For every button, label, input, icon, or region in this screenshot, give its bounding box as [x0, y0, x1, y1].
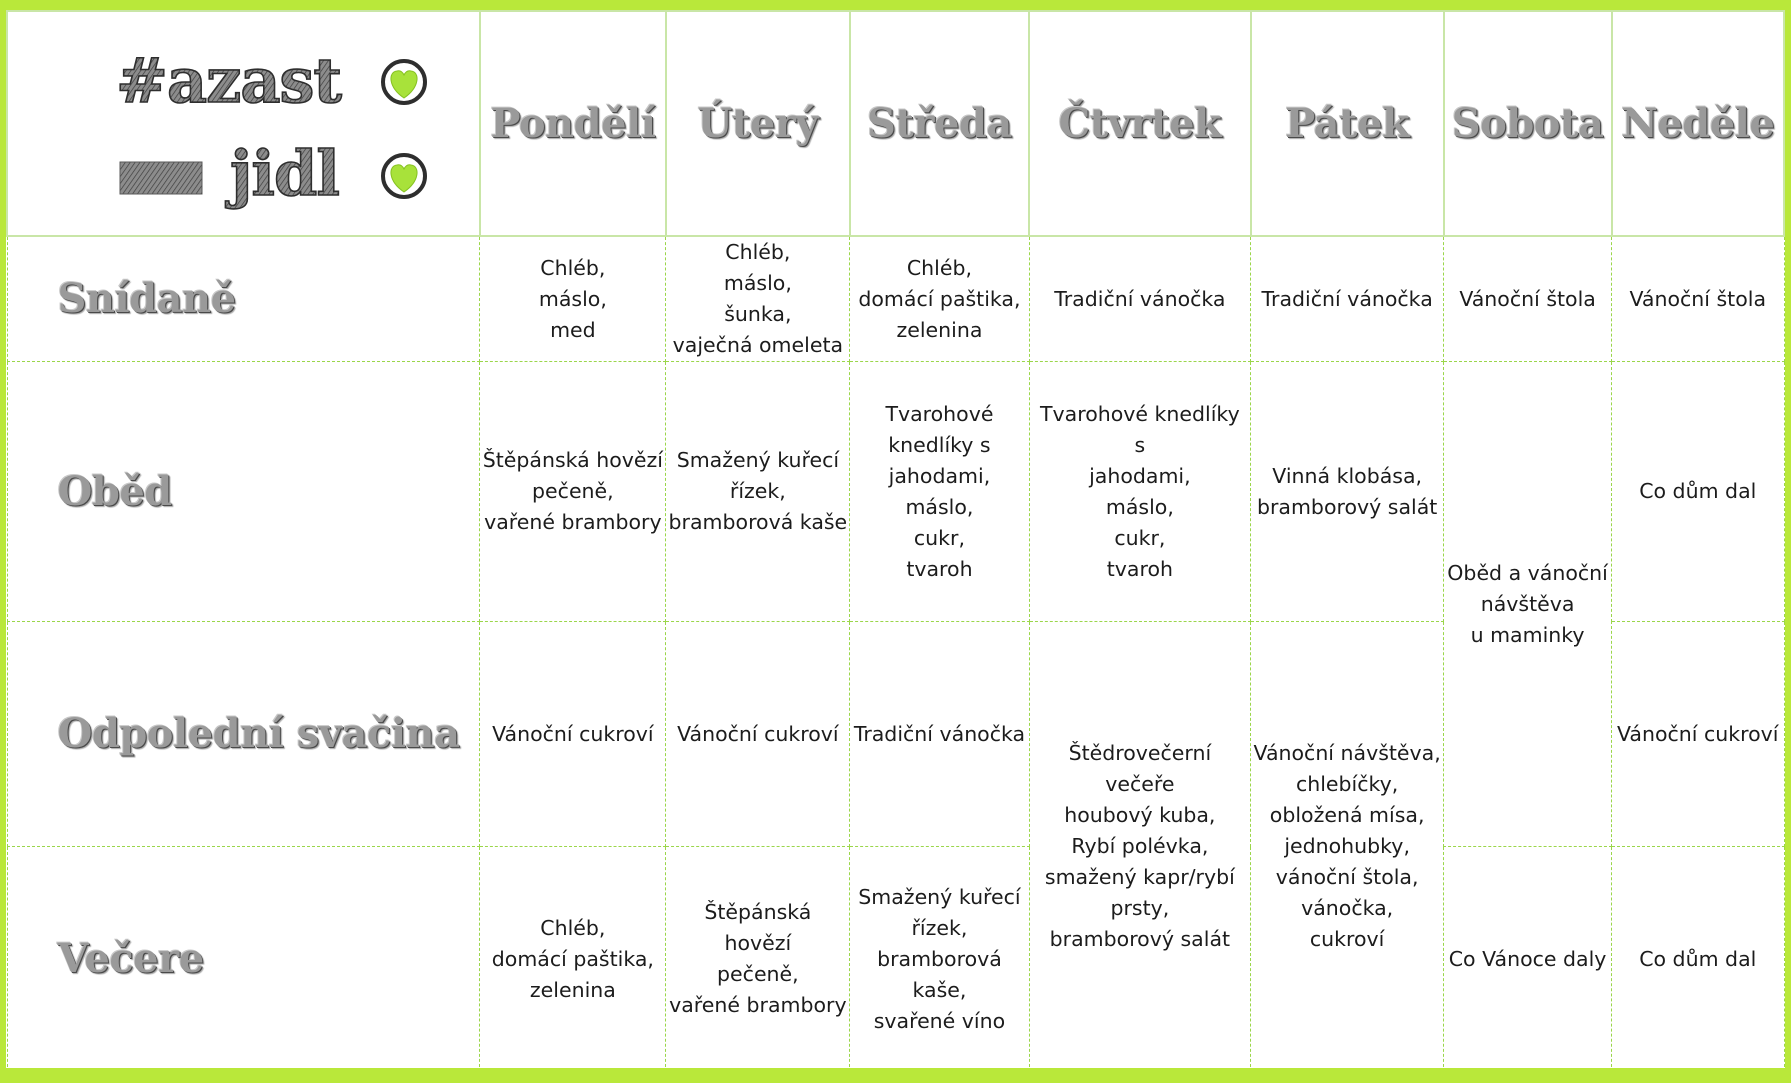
- table-row: [7, 847, 1784, 1072]
- menu-cell-merged: [1251, 622, 1444, 1072]
- menu-cell: [480, 847, 666, 1072]
- table-row: [7, 236, 1784, 362]
- menu-text: Vánoční cukroví: [677, 721, 839, 746]
- menu-text: Chléb, máslo, šunka, vaječná omeleta: [672, 240, 844, 357]
- menu-cell: [666, 362, 850, 622]
- day-label: Pátek: [1285, 99, 1410, 147]
- menu-text: Tvarohové knedlíky s jahodami, máslo, cukr, tvaroh: [1040, 401, 1240, 581]
- menu-text: Vinná klobása, bramborový salát: [1256, 463, 1438, 519]
- day-label: Čtvrtek: [1058, 99, 1222, 147]
- frame-border-right: [1785, 0, 1791, 1083]
- menu-text: Štědrovečerní večeře houbový kuba, Rybí polévka, smažený kapr/rybí prsty, bramborový salát: [1044, 741, 1235, 951]
- day-header-friday: [1251, 11, 1444, 236]
- menu-text: Co dům dal: [1639, 479, 1757, 503]
- menu-text: Chléb, domácí paštika, zelenina: [491, 915, 654, 1002]
- menu-text: Chléb, domácí paštika, zelenina: [858, 255, 1021, 342]
- brand-logo-graphic: [108, 40, 428, 210]
- header-row: [7, 11, 1784, 236]
- menu-cell: [850, 236, 1029, 362]
- meal-label-snack: Odpolední svačina: [57, 710, 460, 757]
- meal-label-dinner: Večere: [57, 935, 204, 982]
- day-header-tuesday: [666, 11, 850, 236]
- menu-text: Vánoční cukroví: [1617, 721, 1779, 746]
- day-header-sunday: [1612, 11, 1784, 236]
- menu-text: Oběd a vánoční návštěva u maminky: [1447, 560, 1608, 647]
- logo-line-2: jidl: [230, 137, 339, 210]
- menu-cell: [1612, 236, 1784, 362]
- menu-cell: [1251, 362, 1444, 622]
- day-label: Sobota: [1451, 99, 1604, 147]
- menu-text: Vánoční štola: [1629, 286, 1767, 311]
- logo-line-1: #azast: [116, 44, 342, 117]
- menu-text: Štěpánská hovězí pečeně, vařené brambory: [482, 448, 663, 534]
- menu-cell: [480, 362, 666, 622]
- menu-cell: [666, 847, 850, 1072]
- menu-text: Tvarohové knedlíky s jahodami, máslo, cukr, tvaroh: [885, 401, 994, 581]
- menu-text: Co Vánoce daly: [1448, 946, 1607, 971]
- menu-cell: [1444, 847, 1612, 1072]
- menu-cell: [1612, 622, 1784, 847]
- day-header-wednesday: [850, 11, 1029, 236]
- menu-cell: [1444, 236, 1612, 362]
- menu-cell: [850, 847, 1029, 1072]
- menu-cell: [1029, 236, 1251, 362]
- menu-text: Tradiční vánočka: [1054, 286, 1226, 311]
- meal-label-lunch: Oběd: [57, 467, 172, 515]
- menu-cell: [1029, 362, 1251, 622]
- menu-text: Vánoční štola: [1459, 286, 1596, 311]
- menu-cell: [1612, 847, 1784, 1072]
- menu-text: Vánoční cukroví: [492, 721, 654, 746]
- meal-label-cell: [7, 236, 480, 362]
- day-label: Neděle: [1621, 99, 1775, 147]
- menu-cell: [1612, 362, 1784, 622]
- day-header-saturday: [1444, 11, 1612, 236]
- logo-cell: [7, 11, 480, 236]
- meal-label-breakfast: Snídaně: [57, 275, 236, 322]
- menu-cell-merged: [1444, 362, 1612, 847]
- logo-dash: [120, 162, 202, 194]
- menu-text: Chléb, máslo, med: [538, 255, 607, 342]
- menu-cell: [666, 622, 850, 847]
- logo: [8, 12, 479, 235]
- day-label: Úterý: [697, 99, 819, 147]
- menu-text: Smažený kuřecí řízek, bramborová kaše, svařené víno: [858, 884, 1021, 1033]
- menu-text: Tradiční vánočka: [1261, 286, 1433, 311]
- menu-cell-merged: [1029, 622, 1251, 1072]
- menu-cell: [666, 236, 850, 362]
- menu-text: Vánoční návštěva, chlebíčky, obložená mísa, jednohubky, vánoční štola, vánočka, cukroví: [1253, 741, 1441, 951]
- frame-border-top: [0, 0, 1791, 10]
- menu-text: Co dům dal: [1639, 946, 1757, 971]
- day-header-monday: [480, 11, 666, 236]
- day-label: Středa: [867, 99, 1012, 147]
- meal-label-cell: [7, 622, 480, 847]
- table-row: [7, 362, 1784, 622]
- weekly-meal-table: [6, 10, 1785, 1072]
- menu-cell: [480, 236, 666, 362]
- meal-label-cell: [7, 847, 480, 1072]
- day-label: Pondělí: [490, 99, 656, 147]
- menu-cell: [850, 622, 1029, 847]
- menu-text: Štěpánská hovězí pečeně, vařené brambory: [669, 900, 847, 1017]
- menu-text: Tradiční vánočka: [853, 721, 1026, 746]
- menu-cell: [480, 622, 666, 847]
- meal-label-cell: [7, 362, 480, 622]
- frame-border-bottom: [0, 1068, 1791, 1083]
- menu-cell: [850, 362, 1029, 622]
- day-header-thursday: [1029, 11, 1251, 236]
- menu-cell: [1251, 236, 1444, 362]
- menu-text: Smažený kuřecí řízek, bramborová kaše: [668, 448, 848, 534]
